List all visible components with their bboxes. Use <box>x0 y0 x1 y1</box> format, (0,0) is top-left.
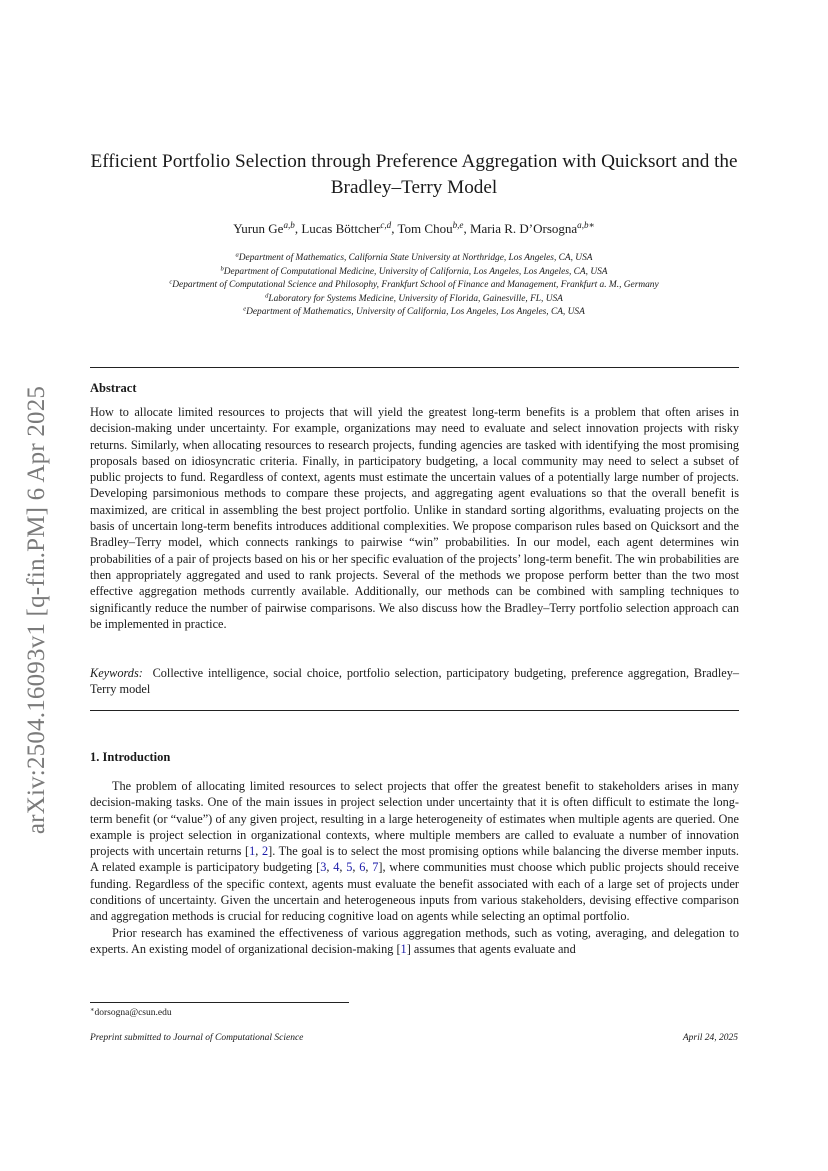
section-heading-introduction: 1. Introduction <box>90 750 171 764</box>
affiliation-text: Department of Computational Medicine, University of California, Los Angeles, Los Angeles, CA, USA <box>223 266 608 277</box>
citation-link[interactable]: 5 <box>346 860 353 875</box>
affiliation-text: Laboratory for Systems Medicine, University of Florida, Gainesville, FL, USA <box>268 293 563 304</box>
footer-preprint-note: Preprint submitted to Journal of Computational Science <box>90 1033 304 1043</box>
author-affiliation-marks: c,d <box>380 220 392 230</box>
affiliation-line <box>90 266 738 280</box>
affiliation-text: Department of Computational Science and Philosophy, Frankfurt School of Finance and Management, Frankfurt a. M., Germany <box>172 280 659 291</box>
keywords-label: Keywords: <box>90 666 143 680</box>
author-affiliation-marks: a,b <box>283 220 295 230</box>
citation-link[interactable]: 1 <box>249 844 256 859</box>
abstract-heading: Abstract <box>90 381 137 395</box>
introduction-paragraph <box>90 925 739 958</box>
paragraph-text: ]. The goal is to select the most promising options while balancing the diverse member inputs. A related example is participatory budgeting [ <box>90 844 739 875</box>
paragraph-text: ] assumes that agents evaluate and <box>406 941 576 956</box>
author-name: Yurun Ge <box>233 221 284 236</box>
paragraph-text: ], where communities must choose which public projects should receive funding. Regardless of the specific context, agents must evaluate the benefit associated with each of a large set of projects under conditions of uncertainty. Given the uncertain and heterogeneous inputs from various stakeholders, devising effective comparison and aggregation methods is crucial for reducing cognitive load on agents while selecting an optimal portfolio. <box>90 860 739 924</box>
author-affiliation-marks: a,b∗ <box>577 220 595 230</box>
citation-link[interactable]: 4 <box>333 860 340 875</box>
introduction-paragraph <box>90 778 739 925</box>
affiliation-line <box>90 306 738 320</box>
affiliation-mark: e <box>243 305 247 313</box>
affiliation-mark: c <box>169 278 173 286</box>
citation-link[interactable]: 3 <box>320 860 327 875</box>
keywords <box>90 665 739 698</box>
affiliation-line <box>90 293 738 307</box>
footer-date: April 24, 2025 <box>682 1033 738 1043</box>
paragraph-text: , <box>326 860 334 875</box>
keywords-text: Collective intelligence, social choice, portfolio selection, participatory budgeting, preference aggregation, Bradley–Terry model <box>90 666 739 697</box>
citation-link[interactable]: 2 <box>261 844 269 859</box>
author-affiliation-marks: b,e <box>452 220 464 230</box>
author-list: Yurun Ge$^{a,b}$, Lucas Böttcher$^{c,d}$, Tom Chou$^{b,e}$, Maria R. D’Orsogna$^{a,b∗}$ <box>233 220 595 236</box>
affiliation-line <box>90 252 738 266</box>
author-name: Lucas Böttcher <box>301 221 381 236</box>
paragraph-text: , <box>255 844 262 859</box>
footnote <box>90 1008 172 1018</box>
affiliation-list <box>90 252 738 320</box>
paragraph-text: , <box>339 860 347 875</box>
introduction-body <box>90 778 739 957</box>
paragraph-text: The problem of allocating limited resources to select projects that offer the greatest benefit to stakeholders arises in many decision-making tasks. One of the main issues in project selection under uncertainty that it is often difficult to estimate the long-term benefit (or “value”) of any given project, resulting in a large heterogeneity of estimates when multiple agents are queried. One example is project selection in organizational contexts, where multiple members are called to evaluate a number of innovation projects with uncertain returns [ <box>90 779 739 859</box>
citation-link[interactable]: 1 <box>400 941 407 956</box>
bottom-rule <box>90 710 739 711</box>
affiliation-mark: d <box>265 292 269 300</box>
abstract-text: How to allocate limited resources to projects that will yield the greatest long-term benefits is a problem that often arises in decision-making under uncertainty. For example, organizations may need to evaluate and select innovation projects with risky returns. Similarly, when allocating resources to research projects, funding agencies are tasked with identifying the most promising proposals based on idiosyncratic criteria. Finally, in participatory budgeting, a local community may need to select a subset of public projects to fund. Regardless of context, agents must estimate the uncertain values of a potentially large number of projects. Developing parsimonious methods to compare these projects, and aggregating agent evaluations so that the overall benefit is maximized, are critical in assembling the best project portfolio. Unlike in standard sorting algorithms, evaluating projects on the basis of uncertain long-term benefits introduces additional complexities. We propose comparison rules based on Quicksort and the Bradley–Terry model, which connects rankings to pairwise “win” probabilities. In our model, each agent determines win probabilities of a pair of projects based on his or her specific evaluation of the projects’ long-term benefit. The win probabilities are then appropriately aggregated and used to rank projects. Several of the methods we propose perform better than the two most effective aggregation methods currently available. Additionally, our methods can be combined with sampling techniques to significantly reduce the number of pairwise comparisons. We also discuss how the Bradley–Terry portfolio selection approach can be implemented in practice. <box>90 405 739 631</box>
paragraph-text: Prior research has examined the effectiveness of various aggregation methods, such as voting, averaging, and delegation to experts. An existing model of organizational decision-making [ <box>90 925 739 956</box>
top-rule <box>90 367 739 368</box>
affiliation-line <box>90 279 738 293</box>
affiliation-mark: b <box>220 264 224 272</box>
paragraph-text: , <box>365 860 373 875</box>
footnote-rule <box>90 1002 349 1003</box>
paragraph-text: , <box>352 860 360 875</box>
affiliation-mark: a <box>235 251 239 259</box>
footnote-email: dorsogna@csun.edu <box>94 1008 172 1018</box>
citation-link[interactable]: 6 <box>359 860 366 875</box>
paper-title: Efficient Portfolio Selection through Preference Aggregation with Quicksort and the Bradley–Terry Model <box>90 151 738 198</box>
author-name: Maria R. D’Orsogna <box>469 221 578 236</box>
author-name: Tom Chou <box>397 221 453 236</box>
affiliation-text: Department of Mathematics, University of California, Los Angeles, Los Angeles, CA, USA <box>246 307 585 318</box>
arxiv-side-stamp <box>22 358 52 863</box>
affiliation-text: Department of Mathematics, California State University at Northridge, Los Angeles, CA, USA <box>238 253 593 263</box>
citation-link[interactable]: 7 <box>372 860 379 875</box>
arxiv-identifier: arXiv:2504.16093v1 [q-fin.PM] 6 Apr 2025 <box>23 385 50 835</box>
footnote-mark: ∗ <box>90 1006 95 1014</box>
